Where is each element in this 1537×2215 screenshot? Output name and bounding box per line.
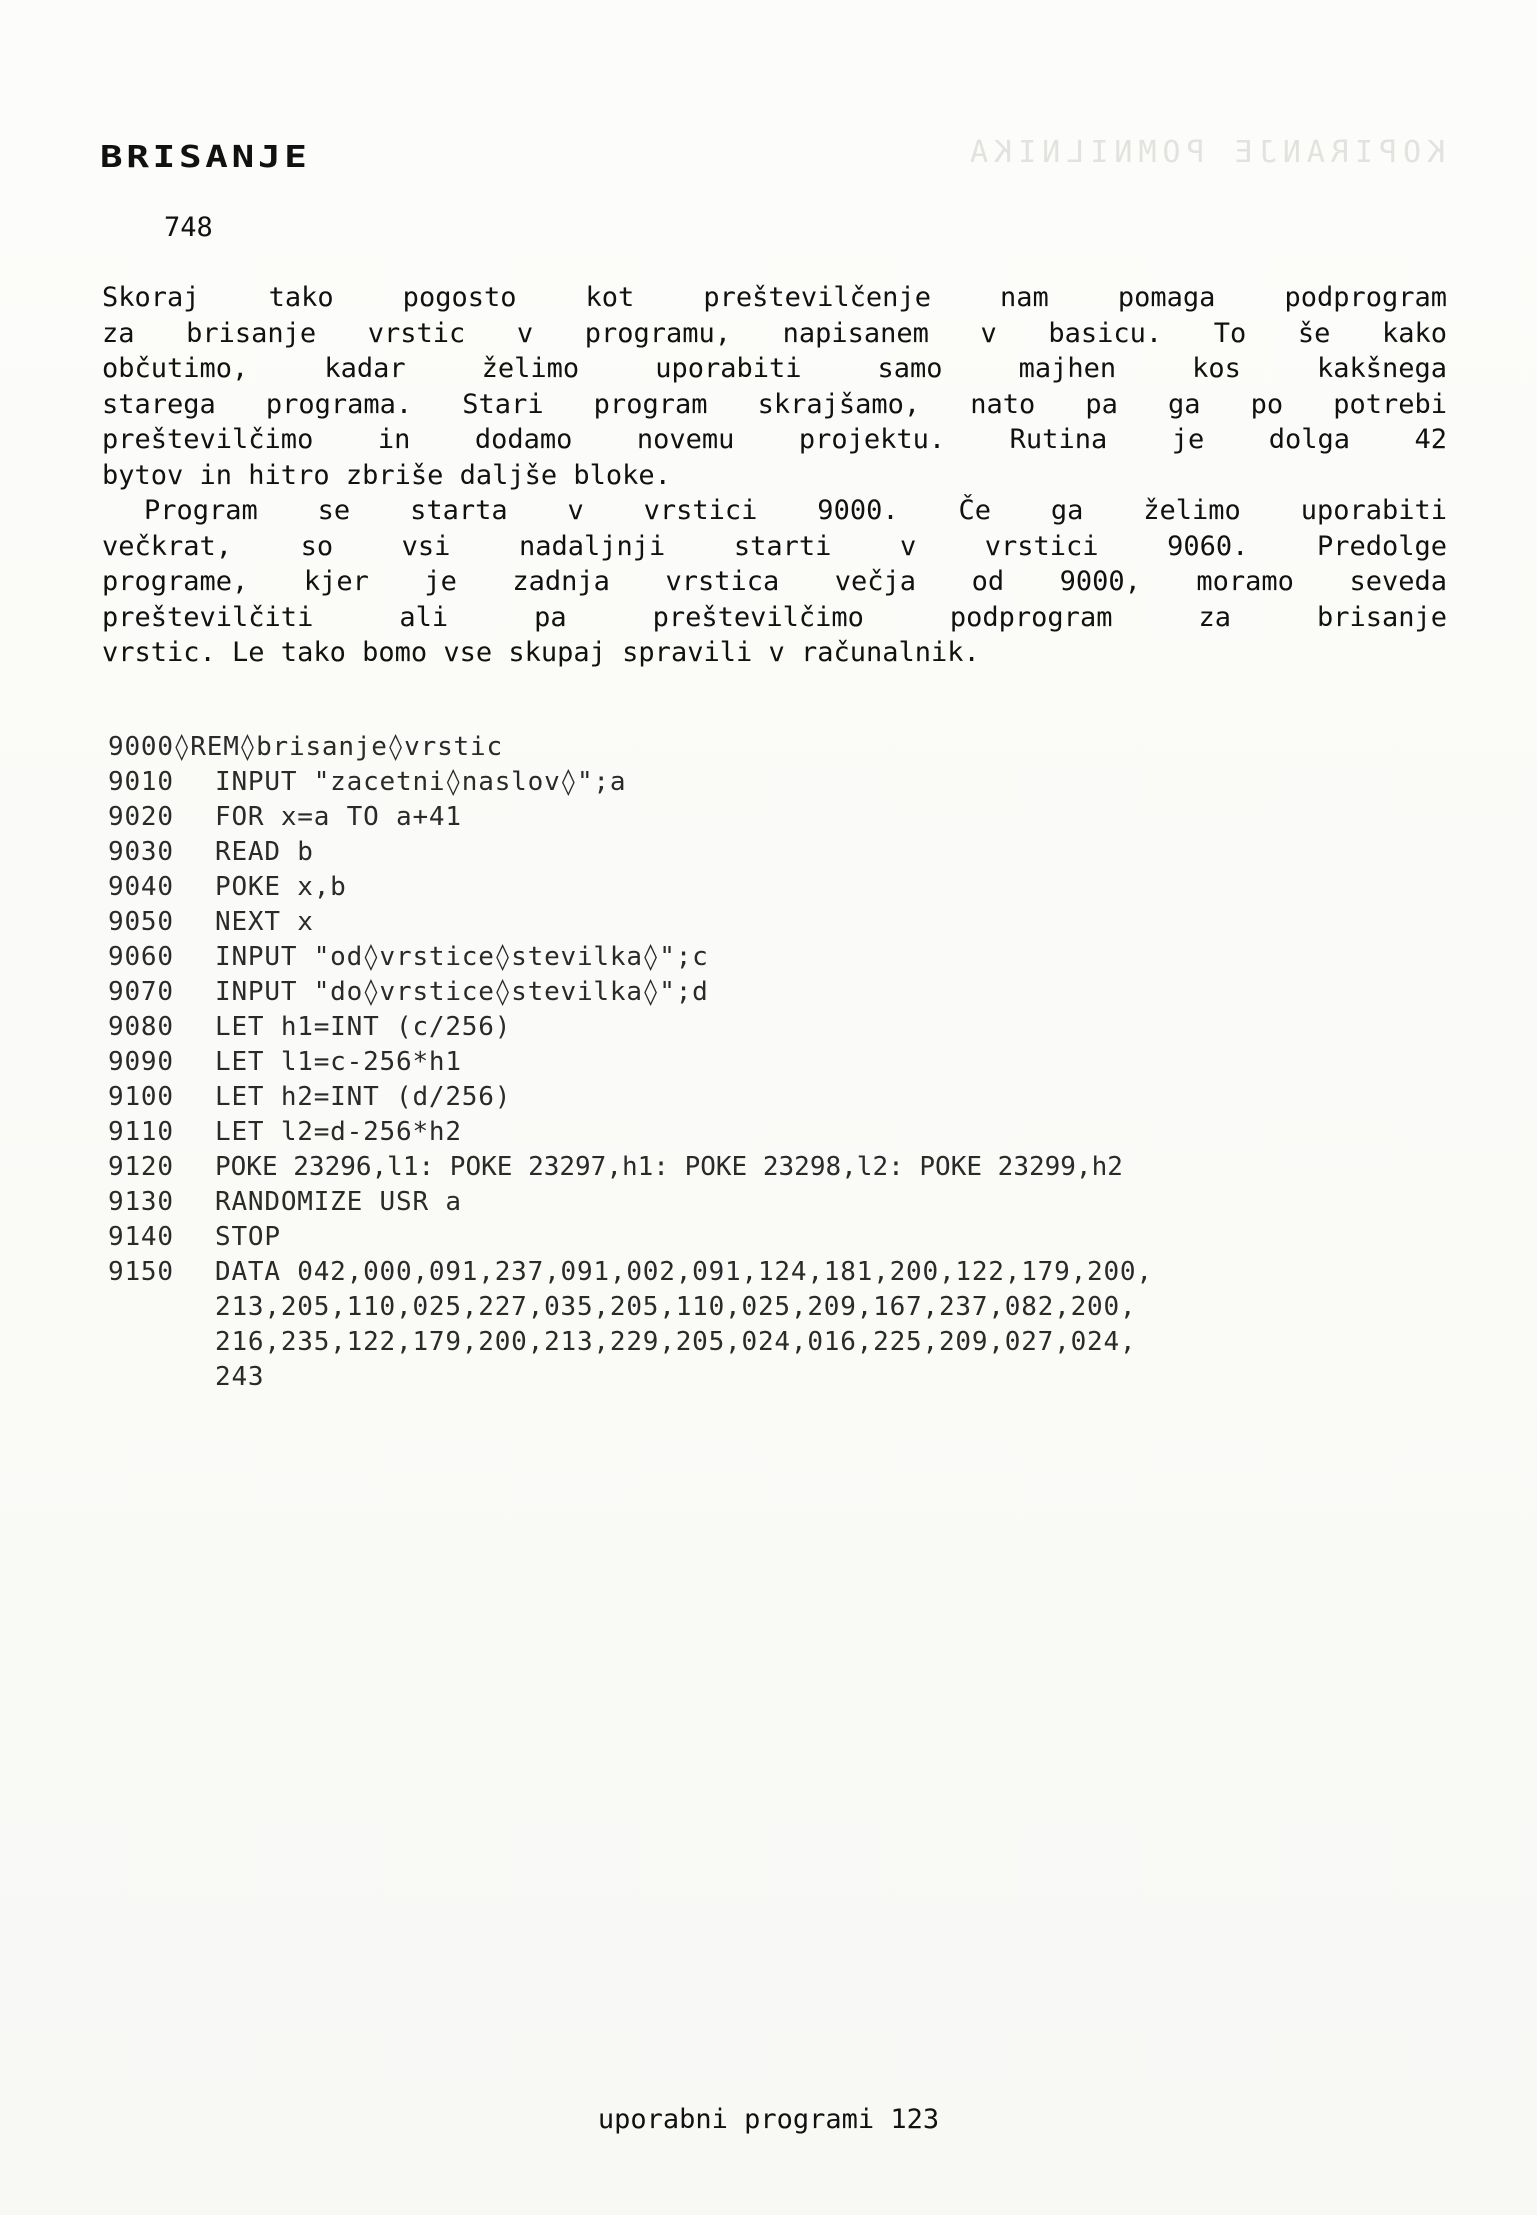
statement: NEXT x xyxy=(215,907,314,937)
code-line xyxy=(108,940,1153,975)
text-line: za brisanje vrstic v programu, napisanem v basicu. To še kako xyxy=(102,317,1447,349)
line-number: 9000 xyxy=(108,732,174,762)
data-continuation-line: 213,205,110,025,227,035,205,110,025,209,167,237,082,200, xyxy=(215,1292,1137,1322)
text-line: Program se starta v vrstici 9000. Če ga želimo uporabiti xyxy=(144,495,1447,526)
code-line xyxy=(108,870,1153,905)
statement: READ b xyxy=(215,837,314,867)
code-line xyxy=(108,730,1153,765)
code-line xyxy=(108,1115,1153,1150)
code-line xyxy=(108,905,1153,940)
code-line xyxy=(108,765,1153,800)
line-number: 9070 xyxy=(108,977,174,1007)
statement: STOP xyxy=(215,1222,281,1252)
line-number: 9080 xyxy=(108,1012,174,1042)
code-line xyxy=(108,1010,1153,1045)
line-number: 9020 xyxy=(108,802,174,832)
statement: FOR x=a TO a+41 xyxy=(215,802,462,832)
statement: LET l1=c-256*h1 xyxy=(215,1047,462,1077)
line-number: 9010 xyxy=(108,767,174,797)
code-line xyxy=(108,1255,1153,1290)
statement: LET l2=d-256*h2 xyxy=(215,1117,462,1147)
statement: POKE 23296,l1: POKE 23297,h1: POKE 23298,l2: POKE 23299,h2 xyxy=(215,1152,1123,1182)
line-number: 9050 xyxy=(108,907,174,937)
text-line: programe, kjer je zadnja vrstica večja od 9000, moramo seveda xyxy=(102,566,1447,597)
code-line xyxy=(108,975,1153,1010)
page-footer: uporabni programi 123 xyxy=(597,2104,940,2135)
line-number: 9120 xyxy=(108,1152,174,1182)
program-number: 748 xyxy=(164,212,213,243)
line-number: 9130 xyxy=(108,1187,174,1217)
statement: DATA 042,000,091,237,091,002,091,124,181,200,122,179,200, xyxy=(215,1257,1153,1287)
basic-listing xyxy=(108,730,1153,1395)
line-number: 9150 xyxy=(108,1257,174,1287)
code-line xyxy=(108,835,1153,870)
statement: ◊REM◊brisanje◊vrstic xyxy=(173,732,503,762)
statement: POKE x,b xyxy=(215,872,347,902)
text-line: starega programa. Stari program skrajšamo, nato pa ga po potrebi xyxy=(102,388,1447,420)
line-number: 9040 xyxy=(108,872,174,902)
statement: INPUT "zacetni◊naslov◊";a xyxy=(215,767,627,797)
line-number: 9100 xyxy=(108,1082,174,1112)
data-continuation-line: 216,235,122,179,200,213,229,205,024,016,225,209,027,024, xyxy=(215,1327,1137,1357)
text-line: vrstic. Le tako bomo vse skupaj spravili v računalnik. xyxy=(102,637,980,668)
code-line xyxy=(108,1150,1153,1185)
code-line xyxy=(108,1220,1153,1255)
code-line xyxy=(108,1080,1153,1115)
text-line: bytov in hitro zbriše daljše bloke. xyxy=(102,459,671,491)
line-number: 9030 xyxy=(108,837,174,867)
code-line xyxy=(108,1185,1153,1220)
text-line: Skoraj tako pogosto kot preštevilčenje nam pomaga podprogram xyxy=(102,282,1447,313)
line-number: 9090 xyxy=(108,1047,174,1077)
code-line xyxy=(108,1045,1153,1080)
line-number: 9140 xyxy=(108,1222,174,1252)
bleed-through-heading: KOPIRANJE POMNILNIKA xyxy=(963,135,1445,170)
statement: RANDOMIZE USR a xyxy=(215,1187,462,1217)
statement: INPUT "od◊vrstice◊stevilka◊";c xyxy=(215,942,709,972)
text-line: preštevilčiti ali pa preštevilčimo podprogram za brisanje xyxy=(102,601,1447,633)
text-line: večkrat, so vsi nadaljnji starti v vrstici 9060. Predolge xyxy=(102,530,1447,562)
line-number: 9060 xyxy=(108,942,174,972)
page-title: BRISANJE xyxy=(100,140,311,175)
text-line: občutimo, kadar želimo uporabiti samo majhen kos kakšnega xyxy=(102,353,1447,384)
code-line xyxy=(108,800,1153,835)
description-text xyxy=(102,280,1447,671)
data-continuation-line: 243 xyxy=(215,1362,265,1392)
statement: LET h2=INT (d/256) xyxy=(215,1082,512,1112)
text-line: preštevilčimo in dodamo novemu projektu. Rutina je dolga 42 xyxy=(102,424,1447,455)
statement: INPUT "do◊vrstice◊stevilka◊";d xyxy=(215,977,709,1007)
line-number: 9110 xyxy=(108,1117,174,1147)
statement: LET h1=INT (c/256) xyxy=(215,1012,512,1042)
